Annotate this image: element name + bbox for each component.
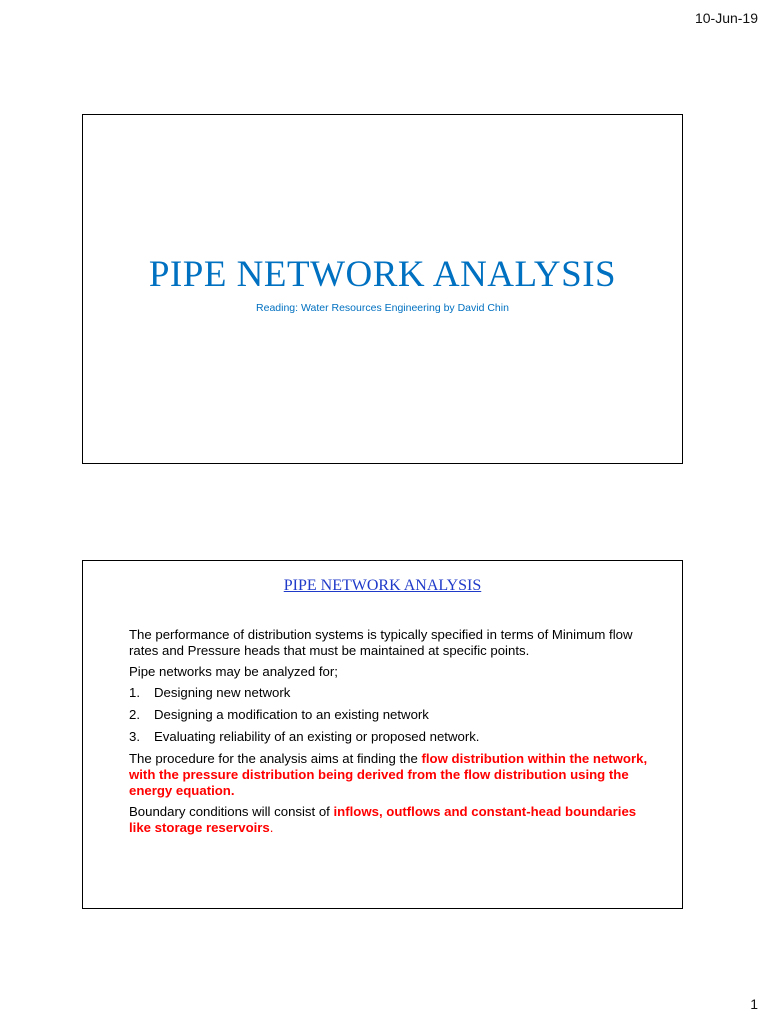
paragraph-procedure	[129, 751, 649, 799]
list-item	[129, 729, 649, 745]
boundary-text: Boundary conditions will consist of	[129, 804, 334, 819]
slide-heading: PIPE NETWORK ANALYSIS	[283, 577, 482, 594]
list-item-text: Designing a modification to an existing network	[154, 707, 429, 722]
slide-title-card	[82, 114, 683, 464]
list-item-text: Designing new network	[154, 685, 291, 700]
header-date: 10-Jun-19	[694, 10, 758, 26]
boundary-highlight: inflows, outflows and constant-head boundaries like storage reservoirs	[129, 804, 637, 835]
paragraph-boundary	[129, 804, 649, 836]
slide-title: PIPE NETWORK ANALYSIS	[148, 254, 617, 295]
slide-subtitle: Reading: Water Resources Engineering by David Chin	[256, 302, 509, 314]
list-item-number: 3.	[129, 729, 140, 744]
list-item-text: Evaluating reliability of an existing or proposed network.	[154, 729, 480, 744]
list-item	[129, 685, 649, 701]
paragraph-analyzed-for: Pipe networks may be analyzed for;	[129, 664, 338, 679]
analysis-purpose-list	[129, 685, 649, 745]
procedure-highlight: flow distribution within the network, with the pressure distribution being derived from the flow distribution using the energy equation.	[129, 751, 648, 798]
list-item	[129, 707, 649, 723]
paragraph-performance: The performance of distribution systems is typically specified in terms of Minimum flow rates and Pressure heads that must be maintained at specific points.	[129, 627, 633, 658]
procedure-text: The procedure for the analysis aims at finding the	[129, 751, 422, 766]
slide-body	[129, 627, 649, 841]
list-item-number: 2.	[129, 707, 140, 722]
page-number: 1	[750, 996, 758, 1012]
list-item-number: 1.	[129, 685, 140, 700]
boundary-period: .	[269, 820, 274, 835]
slide-content-card	[82, 560, 683, 909]
